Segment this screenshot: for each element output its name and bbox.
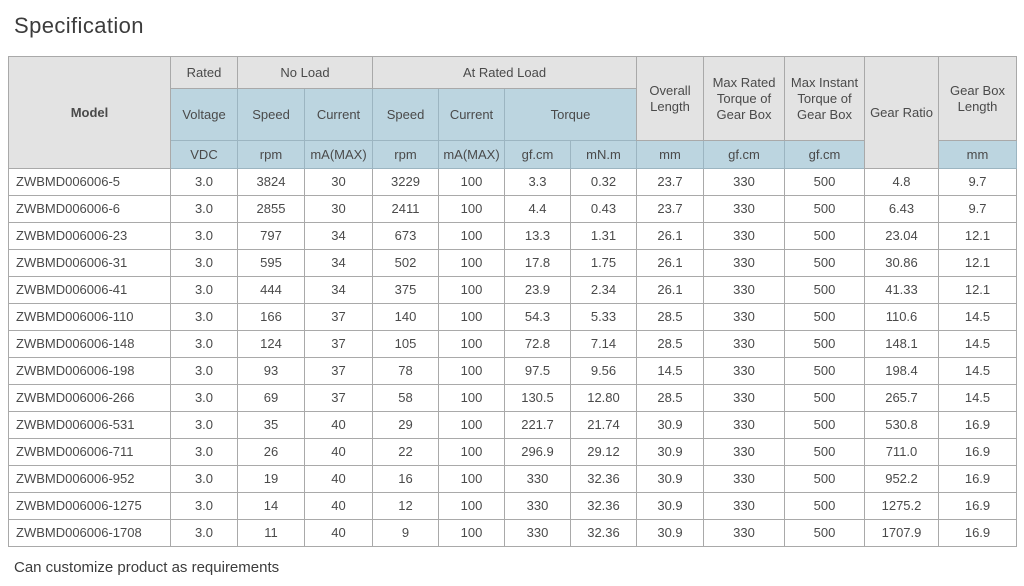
value-cell: 105 <box>373 331 439 358</box>
header-overall-length: Overall Length <box>637 57 704 141</box>
value-cell: 32.36 <box>571 493 637 520</box>
value-cell: 26.1 <box>637 277 704 304</box>
table-row <box>9 250 1017 277</box>
value-cell: 12.80 <box>571 385 637 412</box>
value-cell: 30 <box>305 169 373 196</box>
header-max-rated-torque: Max Rated Torque of Gear Box <box>704 57 785 141</box>
value-cell: 23.9 <box>505 277 571 304</box>
value-cell: 19 <box>238 466 305 493</box>
unit-current-rated: mA(MAX) <box>439 141 505 169</box>
value-cell: 3.0 <box>171 439 238 466</box>
value-cell: 952.2 <box>865 466 939 493</box>
model-cell: ZWBMD006006-711 <box>9 439 171 466</box>
value-cell: 40 <box>305 412 373 439</box>
value-cell: 3.0 <box>171 358 238 385</box>
model-cell: ZWBMD006006-531 <box>9 412 171 439</box>
page-title: Specification <box>14 13 144 38</box>
unit-torque-mn: mN.m <box>571 141 637 169</box>
value-cell: 502 <box>373 250 439 277</box>
value-cell: 330 <box>704 520 785 547</box>
model-cell: ZWBMD006006-5 <box>9 169 171 196</box>
value-cell: 40 <box>305 439 373 466</box>
value-cell: 3.3 <box>505 169 571 196</box>
header-speed-no-load: Speed <box>238 89 305 141</box>
value-cell: 16.9 <box>939 412 1017 439</box>
table-row <box>9 439 1017 466</box>
value-cell: 34 <box>305 250 373 277</box>
value-cell: 500 <box>785 439 865 466</box>
value-cell: 500 <box>785 196 865 223</box>
value-cell: 23.7 <box>637 196 704 223</box>
value-cell: 100 <box>439 250 505 277</box>
value-cell: 500 <box>785 466 865 493</box>
value-cell: 330 <box>704 169 785 196</box>
table-row <box>9 358 1017 385</box>
value-cell: 28.5 <box>637 385 704 412</box>
value-cell: 330 <box>704 466 785 493</box>
value-cell: 40 <box>305 520 373 547</box>
value-cell: 2855 <box>238 196 305 223</box>
table-row <box>9 466 1017 493</box>
value-cell: 30.86 <box>865 250 939 277</box>
value-cell: 30 <box>305 196 373 223</box>
value-cell: 100 <box>439 169 505 196</box>
value-cell: 500 <box>785 520 865 547</box>
value-cell: 330 <box>704 358 785 385</box>
value-cell: 35 <box>238 412 305 439</box>
value-cell: 330 <box>704 196 785 223</box>
value-cell: 26.1 <box>637 223 704 250</box>
value-cell: 6.43 <box>865 196 939 223</box>
value-cell: 14.5 <box>637 358 704 385</box>
value-cell: 100 <box>439 277 505 304</box>
value-cell: 3.0 <box>171 331 238 358</box>
model-cell: ZWBMD006006-952 <box>9 466 171 493</box>
value-cell: 37 <box>305 304 373 331</box>
value-cell: 97.5 <box>505 358 571 385</box>
value-cell: 330 <box>704 277 785 304</box>
model-cell: ZWBMD006006-148 <box>9 331 171 358</box>
value-cell: 221.7 <box>505 412 571 439</box>
value-cell: 500 <box>785 277 865 304</box>
value-cell: 30.9 <box>637 466 704 493</box>
value-cell: 3.0 <box>171 520 238 547</box>
value-cell: 37 <box>305 358 373 385</box>
table-row <box>9 196 1017 223</box>
value-cell: 32.36 <box>571 520 637 547</box>
value-cell: 78 <box>373 358 439 385</box>
value-cell: 330 <box>704 250 785 277</box>
value-cell: 296.9 <box>505 439 571 466</box>
value-cell: 9.56 <box>571 358 637 385</box>
value-cell: 500 <box>785 331 865 358</box>
header-no-load: No Load <box>238 57 373 89</box>
model-cell: ZWBMD006006-1275 <box>9 493 171 520</box>
value-cell: 37 <box>305 331 373 358</box>
model-cell: ZWBMD006006-23 <box>9 223 171 250</box>
model-cell: ZWBMD006006-266 <box>9 385 171 412</box>
value-cell: 40 <box>305 493 373 520</box>
model-cell: ZWBMD006006-6 <box>9 196 171 223</box>
unit-overall-length: mm <box>637 141 704 169</box>
header-model: Model <box>9 57 171 169</box>
value-cell: 100 <box>439 358 505 385</box>
value-cell: 797 <box>238 223 305 250</box>
value-cell: 3.0 <box>171 223 238 250</box>
value-cell: 21.74 <box>571 412 637 439</box>
value-cell: 2.34 <box>571 277 637 304</box>
value-cell: 375 <box>373 277 439 304</box>
value-cell: 37 <box>305 385 373 412</box>
table-row <box>9 223 1017 250</box>
value-cell: 148.1 <box>865 331 939 358</box>
value-cell: 500 <box>785 250 865 277</box>
value-cell: 0.32 <box>571 169 637 196</box>
value-cell: 16 <box>373 466 439 493</box>
value-cell: 330 <box>704 331 785 358</box>
value-cell: 13.3 <box>505 223 571 250</box>
value-cell: 124 <box>238 331 305 358</box>
value-cell: 3.0 <box>171 169 238 196</box>
model-cell: ZWBMD006006-110 <box>9 304 171 331</box>
value-cell: 673 <box>373 223 439 250</box>
value-cell: 500 <box>785 412 865 439</box>
value-cell: 29.12 <box>571 439 637 466</box>
value-cell: 40 <box>305 466 373 493</box>
value-cell: 1.75 <box>571 250 637 277</box>
header-current-no-load: Current <box>305 89 373 141</box>
value-cell: 26.1 <box>637 250 704 277</box>
value-cell: 72.8 <box>505 331 571 358</box>
value-cell: 100 <box>439 331 505 358</box>
value-cell: 1707.9 <box>865 520 939 547</box>
table-row <box>9 493 1017 520</box>
value-cell: 100 <box>439 304 505 331</box>
value-cell: 29 <box>373 412 439 439</box>
unit-max-rated-torque: gf.cm <box>704 141 785 169</box>
value-cell: 12.1 <box>939 250 1017 277</box>
value-cell: 9.7 <box>939 169 1017 196</box>
specification-table <box>8 56 1017 547</box>
unit-torque-gf: gf.cm <box>505 141 571 169</box>
value-cell: 41.33 <box>865 277 939 304</box>
model-cell: ZWBMD006006-31 <box>9 250 171 277</box>
value-cell: 14.5 <box>939 358 1017 385</box>
value-cell: 2411 <box>373 196 439 223</box>
model-cell: ZWBMD006006-198 <box>9 358 171 385</box>
value-cell: 14.5 <box>939 385 1017 412</box>
value-cell: 54.3 <box>505 304 571 331</box>
value-cell: 100 <box>439 439 505 466</box>
value-cell: 3.0 <box>171 493 238 520</box>
value-cell: 100 <box>439 223 505 250</box>
value-cell: 34 <box>305 277 373 304</box>
value-cell: 30.9 <box>637 520 704 547</box>
value-cell: 4.8 <box>865 169 939 196</box>
value-cell: 3.0 <box>171 412 238 439</box>
header-at-rated-load: At Rated Load <box>373 57 637 89</box>
value-cell: 595 <box>238 250 305 277</box>
value-cell: 444 <box>238 277 305 304</box>
value-cell: 17.8 <box>505 250 571 277</box>
table-row <box>9 331 1017 358</box>
value-cell: 4.4 <box>505 196 571 223</box>
table-row <box>9 169 1017 196</box>
spec-table-rows <box>9 169 1017 547</box>
value-cell: 330 <box>505 520 571 547</box>
value-cell: 3229 <box>373 169 439 196</box>
value-cell: 23.7 <box>637 169 704 196</box>
table-row <box>9 412 1017 439</box>
value-cell: 711.0 <box>865 439 939 466</box>
value-cell: 140 <box>373 304 439 331</box>
value-cell: 14 <box>238 493 305 520</box>
value-cell: 14.5 <box>939 331 1017 358</box>
value-cell: 16.9 <box>939 439 1017 466</box>
value-cell: 22 <box>373 439 439 466</box>
header-current-rated: Current <box>439 89 505 141</box>
value-cell: 16.9 <box>939 466 1017 493</box>
value-cell: 12.1 <box>939 277 1017 304</box>
value-cell: 3.0 <box>171 277 238 304</box>
value-cell: 265.7 <box>865 385 939 412</box>
value-cell: 166 <box>238 304 305 331</box>
value-cell: 26 <box>238 439 305 466</box>
value-cell: 1.31 <box>571 223 637 250</box>
table-row <box>9 304 1017 331</box>
value-cell: 100 <box>439 412 505 439</box>
unit-voltage: VDC <box>171 141 238 169</box>
unit-speed-no-load: rpm <box>238 141 305 169</box>
value-cell: 500 <box>785 169 865 196</box>
header-gear-box-length: Gear Box Length <box>939 57 1017 141</box>
value-cell: 500 <box>785 304 865 331</box>
value-cell: 330 <box>704 385 785 412</box>
unit-speed-rated: rpm <box>373 141 439 169</box>
value-cell: 28.5 <box>637 304 704 331</box>
value-cell: 330 <box>704 304 785 331</box>
value-cell: 30.9 <box>637 493 704 520</box>
value-cell: 330 <box>704 439 785 466</box>
value-cell: 100 <box>439 385 505 412</box>
footnote: Can customize product as requirements <box>14 559 280 576</box>
value-cell: 12 <box>373 493 439 520</box>
value-cell: 16.9 <box>939 520 1017 547</box>
value-cell: 330 <box>704 412 785 439</box>
value-cell: 330 <box>704 223 785 250</box>
unit-max-instant-torque: gf.cm <box>785 141 865 169</box>
value-cell: 34 <box>305 223 373 250</box>
value-cell: 100 <box>439 466 505 493</box>
unit-current-no-load: mA(MAX) <box>305 141 373 169</box>
value-cell: 3.0 <box>171 385 238 412</box>
unit-gear-box-length: mm <box>939 141 1017 169</box>
model-cell: ZWBMD006006-41 <box>9 277 171 304</box>
value-cell: 110.6 <box>865 304 939 331</box>
value-cell: 69 <box>238 385 305 412</box>
table-row <box>9 385 1017 412</box>
header-voltage: Voltage <box>171 89 238 141</box>
value-cell: 23.04 <box>865 223 939 250</box>
value-cell: 500 <box>785 223 865 250</box>
value-cell: 9.7 <box>939 196 1017 223</box>
value-cell: 58 <box>373 385 439 412</box>
value-cell: 500 <box>785 385 865 412</box>
value-cell: 9 <box>373 520 439 547</box>
value-cell: 3.0 <box>171 250 238 277</box>
value-cell: 330 <box>505 493 571 520</box>
header-gear-ratio: Gear Ratio <box>865 57 939 169</box>
model-cell: ZWBMD006006-1708 <box>9 520 171 547</box>
value-cell: 330 <box>704 493 785 520</box>
value-cell: 130.5 <box>505 385 571 412</box>
value-cell: 3824 <box>238 169 305 196</box>
value-cell: 3.0 <box>171 304 238 331</box>
value-cell: 530.8 <box>865 412 939 439</box>
value-cell: 0.43 <box>571 196 637 223</box>
value-cell: 30.9 <box>637 412 704 439</box>
value-cell: 14.5 <box>939 304 1017 331</box>
value-cell: 30.9 <box>637 439 704 466</box>
value-cell: 7.14 <box>571 331 637 358</box>
value-cell: 100 <box>439 520 505 547</box>
value-cell: 12.1 <box>939 223 1017 250</box>
value-cell: 93 <box>238 358 305 385</box>
value-cell: 5.33 <box>571 304 637 331</box>
value-cell: 1275.2 <box>865 493 939 520</box>
table-row <box>9 277 1017 304</box>
table-header <box>9 57 1017 169</box>
value-cell: 500 <box>785 493 865 520</box>
header-rated: Rated <box>171 57 238 89</box>
table-row <box>9 520 1017 547</box>
header-max-instant-torque: Max Instant Torque of Gear Box <box>785 57 865 141</box>
value-cell: 100 <box>439 493 505 520</box>
value-cell: 3.0 <box>171 196 238 223</box>
value-cell: 500 <box>785 358 865 385</box>
value-cell: 100 <box>439 196 505 223</box>
header-torque: Torque <box>505 89 637 141</box>
value-cell: 16.9 <box>939 493 1017 520</box>
value-cell: 330 <box>505 466 571 493</box>
value-cell: 3.0 <box>171 466 238 493</box>
value-cell: 32.36 <box>571 466 637 493</box>
value-cell: 11 <box>238 520 305 547</box>
value-cell: 198.4 <box>865 358 939 385</box>
value-cell: 28.5 <box>637 331 704 358</box>
header-speed-rated: Speed <box>373 89 439 141</box>
